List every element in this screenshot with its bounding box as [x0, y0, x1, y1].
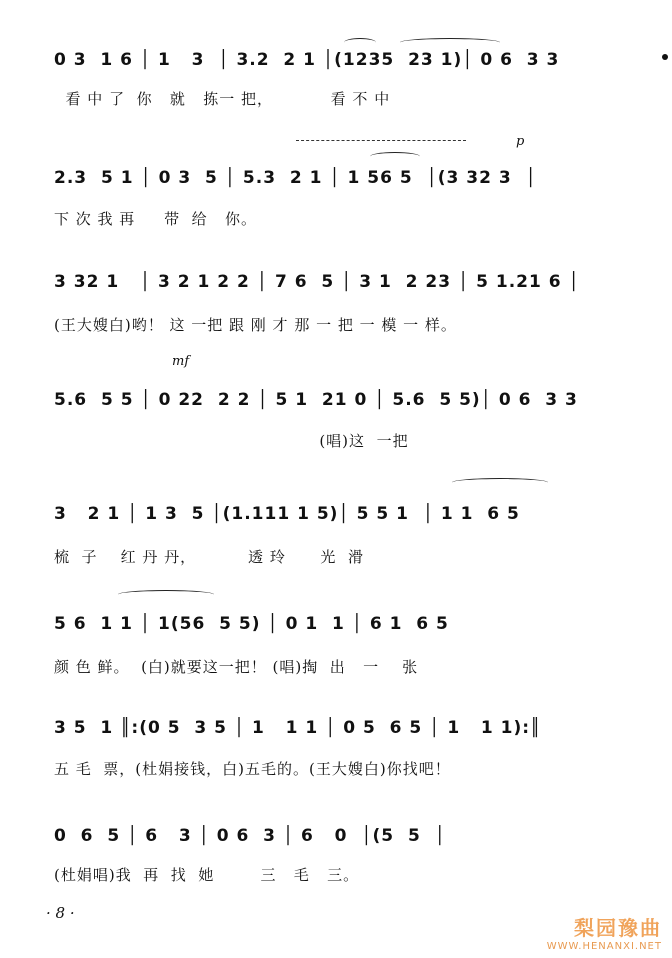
dynamic-mf: mf	[172, 354, 190, 369]
page-number: · 8 ·	[46, 904, 75, 922]
page-edge-mark	[662, 54, 668, 60]
slur-arc	[370, 152, 420, 161]
notation-line-3: 3 32 1 │ 3 2 1 2 2 │ 7 6 5 │ 3 1 2 23 │ 5 1.21 6 │	[54, 272, 580, 292]
site-watermark	[547, 912, 662, 952]
lyrics-line-2: 下 次 我 再 带 给 你。	[54, 210, 257, 228]
lyrics-line-5: 梳 子 红 丹 丹， 透 玲 光 滑	[54, 548, 364, 566]
slur-arc	[400, 38, 500, 47]
lyrics-line-1: 看 中 了 你 就 拣一 把， 看 不 中	[54, 90, 391, 108]
slur-arc	[118, 590, 214, 599]
lyrics-line-8: (杜娟唱)我 再 找 她 三 毛 三。	[54, 866, 360, 884]
lyrics-line-6: 颜 色 鲜。 (白)就要这一把！ (唱)掏 出 一 张	[54, 658, 419, 676]
lyrics-line-7: 五 毛 票，(杜娟接钱，白)五毛的。(王大嫂白)你找吧！	[54, 760, 451, 778]
slur-arc	[452, 478, 548, 487]
lyrics-line-3: (王大嫂白)哟！ 这 一把 跟 刚 才 那 一 把 一 模 一 样。	[54, 316, 457, 334]
notation-line-5: 3 2 1 │ 1 3 5 │(1.111 1 5)│ 5 5 1 │ 1 1 6 5	[54, 504, 520, 524]
dashed-slur	[296, 140, 466, 141]
notation-line-8: 0 6 5 │ 6 3 │ 0 6 3 │ 6 0 │(5 5 │	[54, 826, 446, 846]
watermark-title: 梨园豫曲	[574, 916, 662, 940]
watermark-url: WWW.HENANXI.NET	[546, 941, 662, 952]
notation-line-2: 2.3 5 1 │ 0 3 5 │ 5.3 2 1 │ 1 56 5 │(3 32 3 │	[54, 168, 537, 188]
lyrics-line-4: (唱)这 一把	[54, 432, 409, 450]
notation-line-4: 5.6 5 5 │ 0 22 2 2 │ 5 1 21 0 │ 5.6 5 5)│ 0 6 3 3	[54, 390, 578, 410]
dynamic-p: p	[516, 134, 525, 149]
notation-line-6: 5 6 1 1 │ 1(56 5 5) │ 0 1 1 │ 6 1 6 5	[54, 614, 449, 634]
slur-arc	[344, 38, 376, 47]
notation-line-1: 0 3 1 6 │ 1 3 │ 3.2 2 1 │(1235 23 1)│ 0 6 3 3	[54, 50, 560, 70]
notation-line-7: 3 5 1 ║:(0 5 3 5 │ 1 1 1 │ 0 5 6 5 │ 1 1 1):║	[54, 718, 542, 738]
